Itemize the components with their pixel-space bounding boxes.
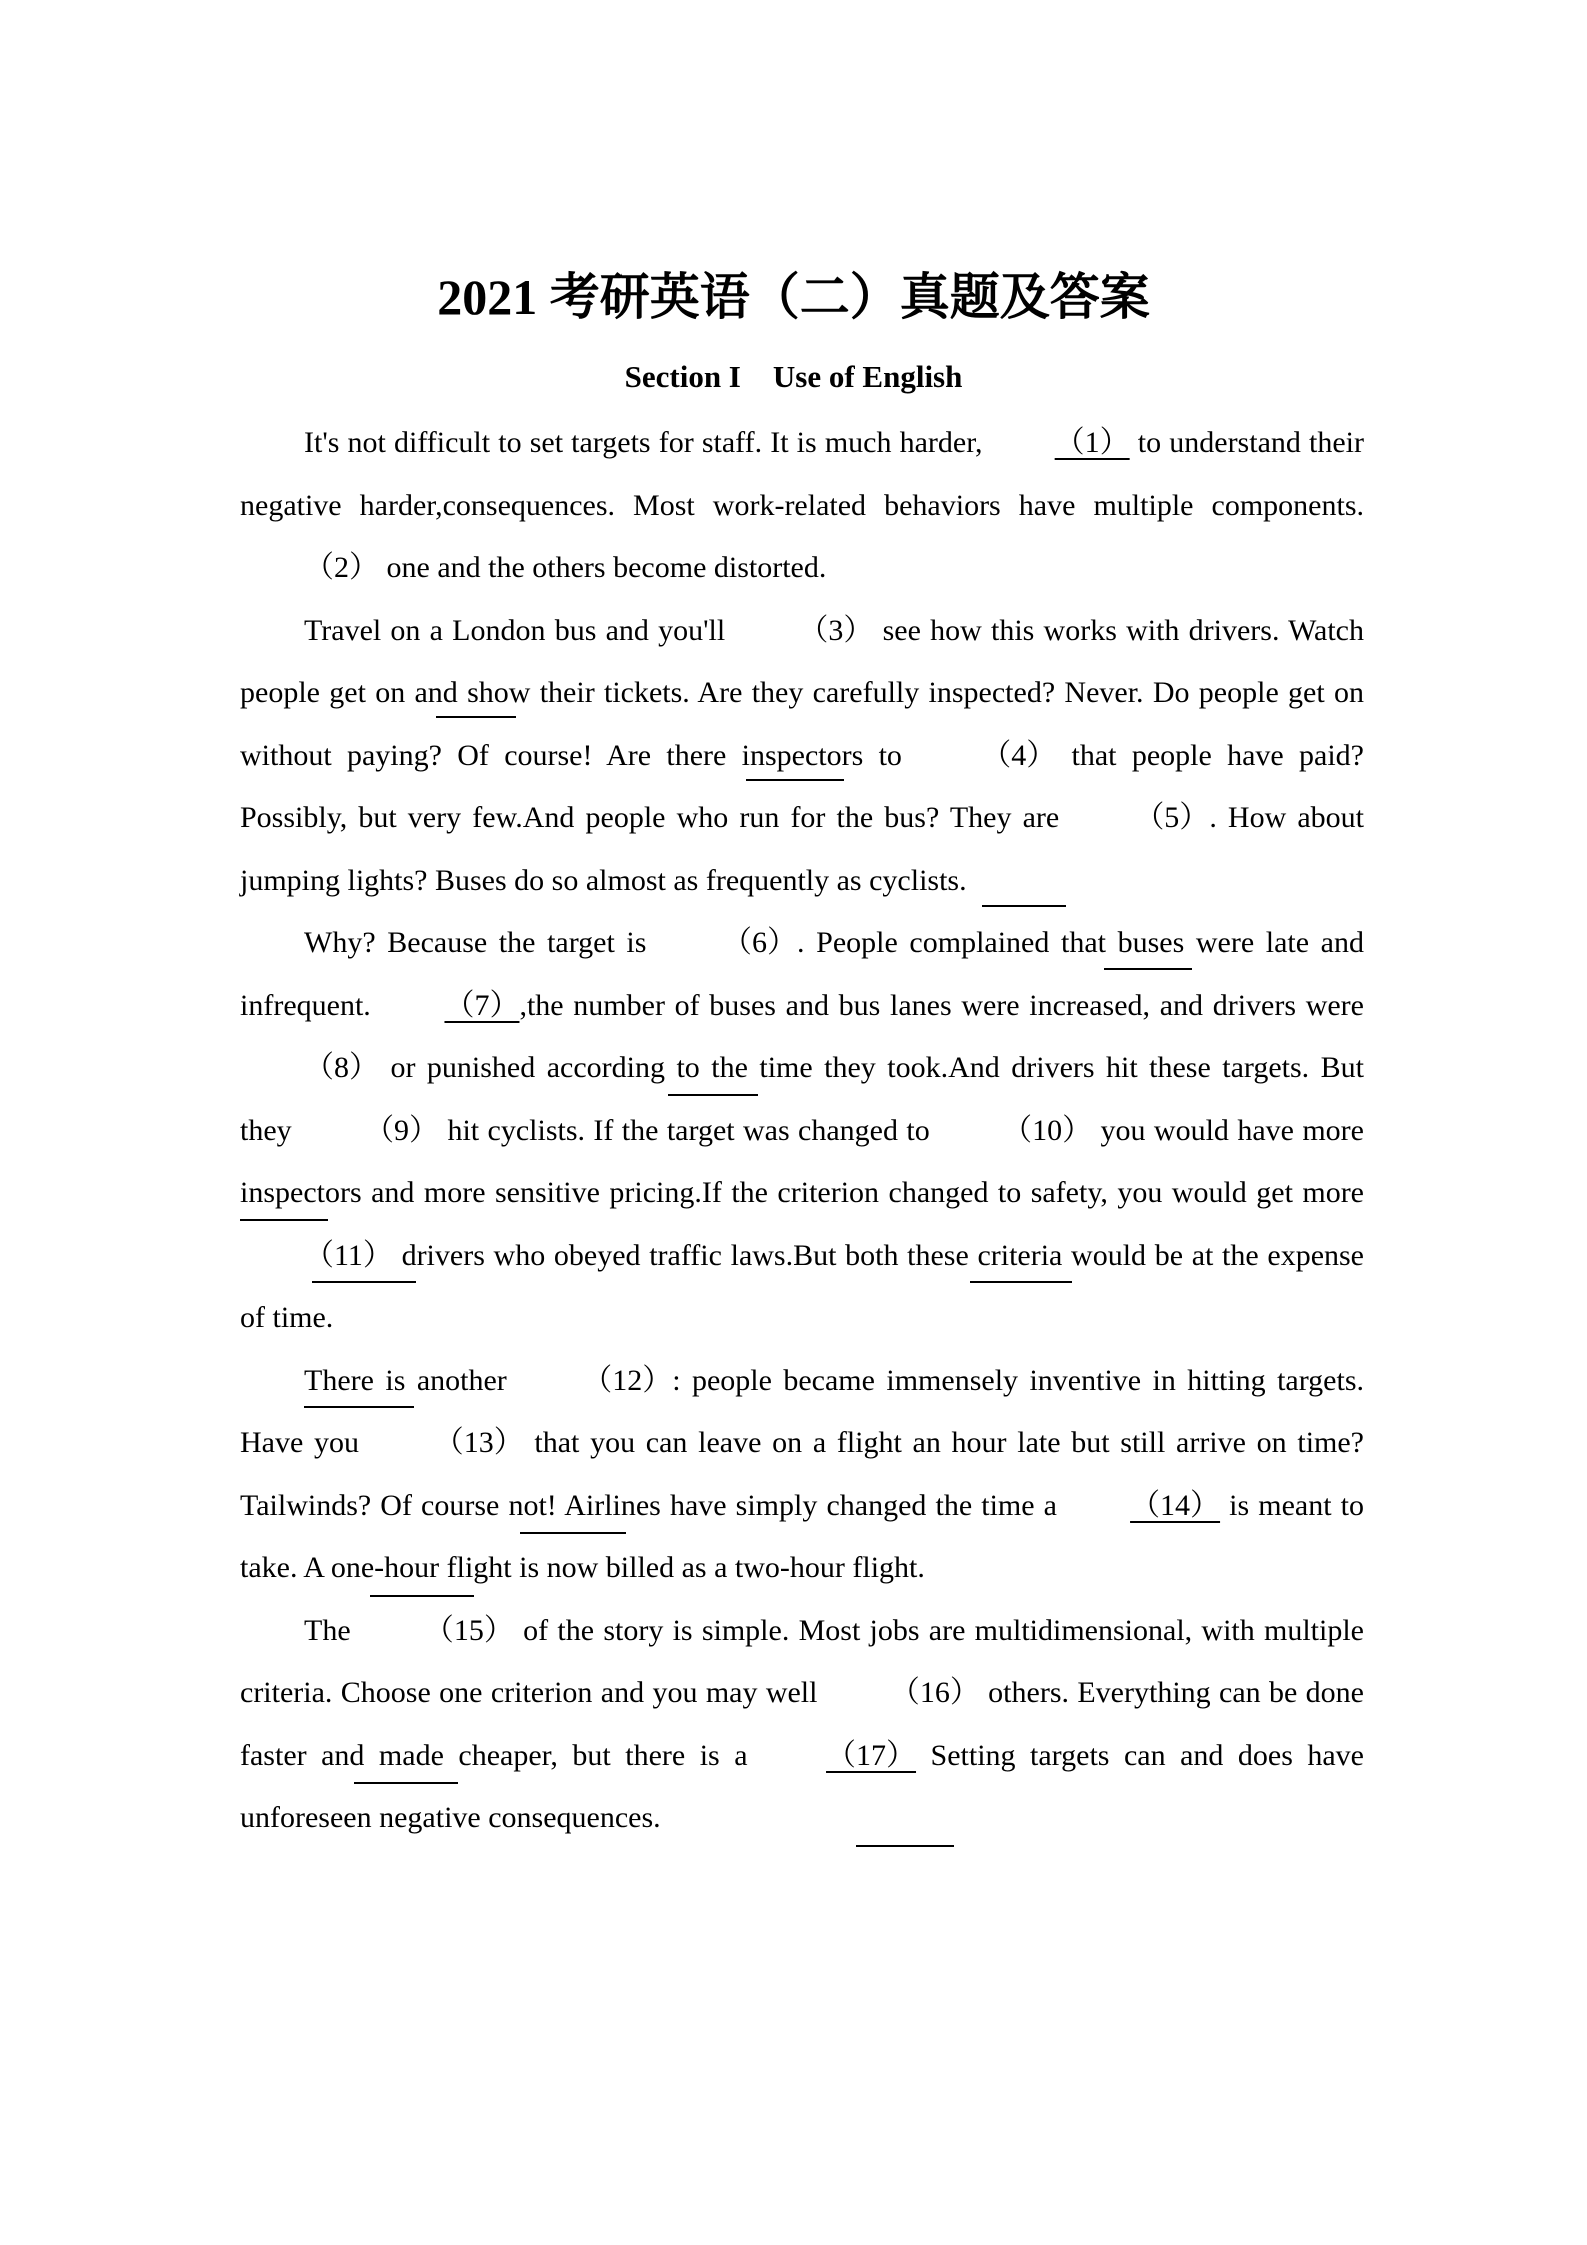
passage-text: Why? Because the target is [304, 926, 659, 959]
stray-rule [856, 1845, 954, 1847]
cloze-blank: （17） [826, 1738, 917, 1772]
paragraph [240, 1350, 1364, 1600]
passage-text: one and the others become distorted. [379, 551, 827, 584]
passage-text: that you can leave on a flight an hour late but still arrive on time? Tailwinds? Of course not! Airlines have simply changed the time a [240, 1426, 1364, 1522]
cloze-blank: （7） [444, 988, 520, 1022]
document-title: 2021 考研英语（二）真题及答案 [437, 269, 1150, 325]
paragraph [240, 600, 1364, 913]
stray-rule [304, 1406, 414, 1408]
stray-rule [668, 1094, 758, 1096]
passage-text: : people became immensely inventive in hitting targets. Have you [240, 1363, 1364, 1459]
passage-text: hit cyclists. If the target was changed to [439, 1113, 939, 1147]
section-name: Use of English [772, 359, 963, 394]
paragraph [240, 912, 1364, 1350]
passage-text: that people have paid? Possibly, but very few.And people who run for the bus? They are [240, 738, 1364, 834]
passage-text: is meant to take. A one-hour flight is now billed as a two-hour flight. [240, 1488, 1364, 1584]
stray-rule [370, 1595, 474, 1597]
stray-rule [970, 1281, 1072, 1283]
passage-text: see how this works with drivers. Watch people get on and show their tickets. Are they carefully inspected? Never. Do people get on without paying? Of course! Are there inspectors to [240, 613, 1364, 772]
cloze-blank: （6） [722, 926, 798, 959]
passage-text: or punished according to the time they took.And drivers hit these targets. But they [240, 1051, 1364, 1147]
paragraph [240, 1600, 1364, 1850]
cloze-blank: （3） [798, 613, 874, 647]
passage-text: to understand their negative harder,consequences. Most work-related behaviors have multiple components. [240, 426, 1364, 522]
cloze-blank: （16） [889, 1676, 980, 1709]
passage-text: Setting targets can and does have unforeseen negative consequences. [240, 1738, 1364, 1834]
passage-text: of the story is simple. Most jobs are multidimensional, with multiple criteria. Choose one criterion and you may well [240, 1613, 1364, 1709]
stray-rule [240, 1219, 328, 1221]
cloze-blank: （14） [1130, 1488, 1221, 1522]
stray-rule [1104, 968, 1192, 970]
stray-rule [354, 1782, 458, 1784]
passage-text: There is another [304, 1363, 519, 1397]
passage-text: . How about jumping lights? Buses do so almost as frequently as cyclists. [240, 801, 1365, 897]
passage-text: drivers who obeyed traffic laws.But both these criteria would be at the expense of time. [240, 1238, 1364, 1334]
cloze-blank: （12） [582, 1363, 673, 1397]
cloze-blank: （13） [433, 1426, 524, 1459]
passage-text: ,the number of buses and bus lanes were increased, and drivers were [519, 988, 1364, 1022]
cloze-blank: （9） [364, 1113, 440, 1147]
cloze-blank: （5） [1134, 801, 1210, 834]
stray-rule [982, 905, 1066, 907]
paragraph [240, 412, 1364, 600]
stray-rule [312, 1281, 416, 1283]
passage-text: It's not difficult to set targets for staff. It is much harder, [304, 426, 991, 459]
section-number: Section I [624, 359, 741, 394]
passage-text: others. Everything can be done faster and made cheaper, but there is a [240, 1676, 1364, 1772]
stray-rule [746, 779, 844, 781]
cloze-blank: （15） [423, 1613, 514, 1647]
passage-text: you would have more inspectors and more sensitive pricing.If the criterion changed to safety, you would get more [240, 1113, 1364, 1209]
cloze-blank: （2） [304, 551, 379, 584]
cloze-blank: （1） [1054, 426, 1130, 459]
stray-rule [436, 716, 516, 718]
cloze-passage [240, 412, 1364, 1850]
cloze-blank: （10） [1002, 1113, 1093, 1147]
passage-text: Travel on a London bus and you'll [304, 613, 735, 647]
cloze-blank: （11） [304, 1238, 393, 1272]
cloze-blank: （8） [304, 1051, 379, 1084]
cloze-blank: （4） [981, 738, 1057, 772]
passage-text: . People complained that buses were late and infrequent. [240, 926, 1364, 1022]
passage-text: The [304, 1613, 360, 1647]
section-heading [0, 355, 1587, 399]
stray-rule [520, 1532, 626, 1534]
